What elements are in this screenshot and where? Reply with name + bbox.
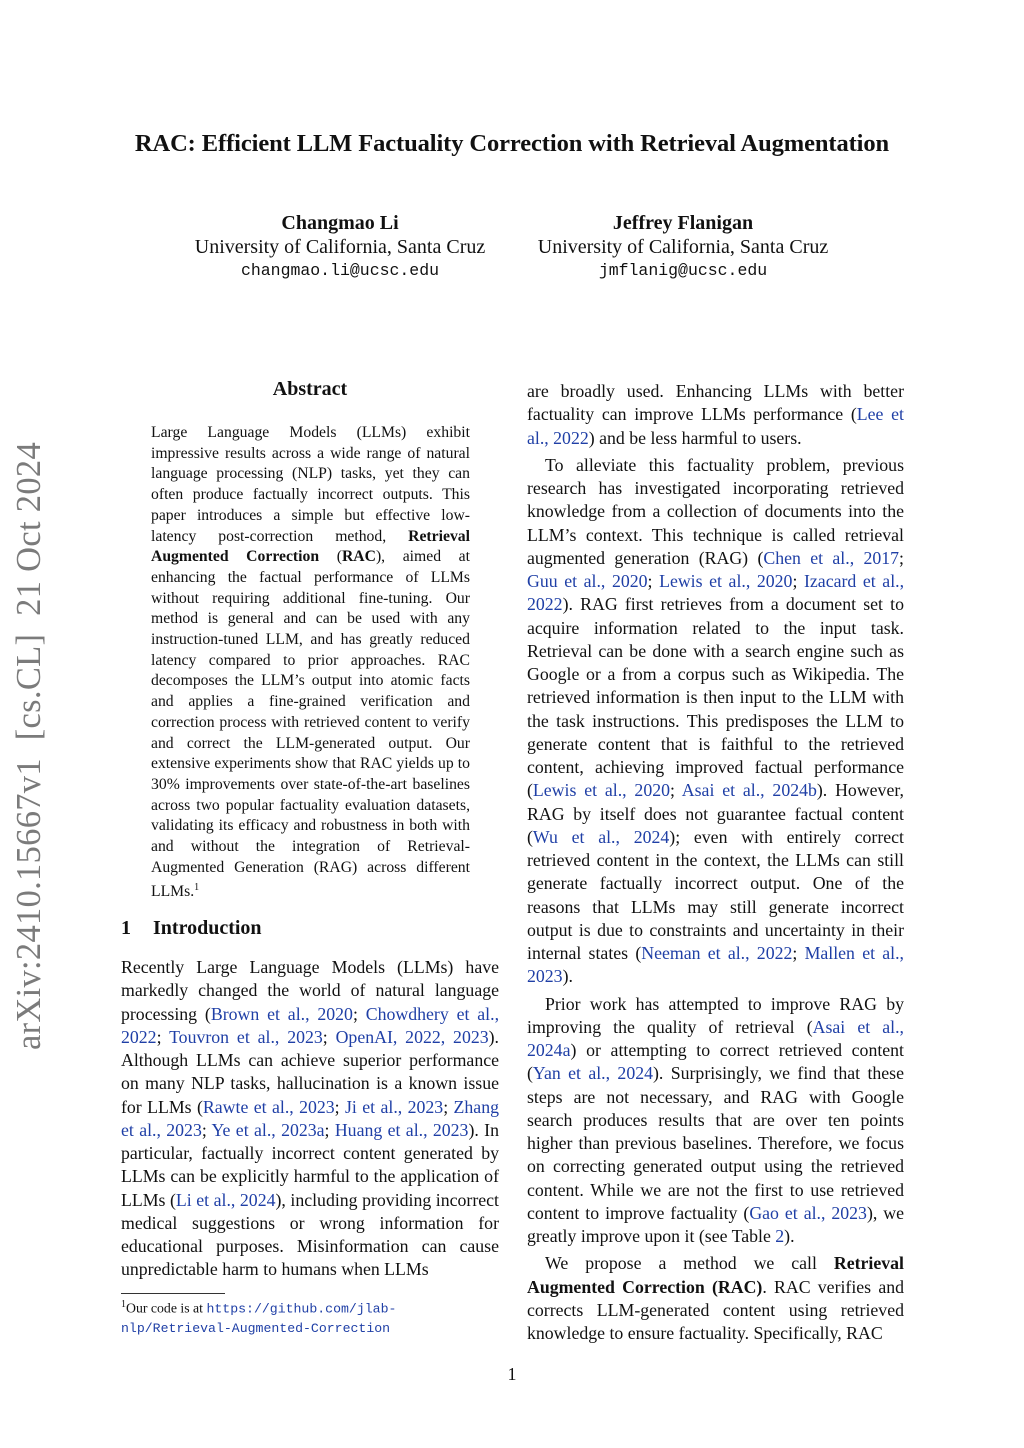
intro-column-left — [121, 956, 499, 1282]
citation-link[interactable]: Gao et al., 2023 — [749, 1202, 867, 1223]
citation-link[interactable]: Wu et al., 2024 — [532, 826, 670, 847]
footnote-divider — [121, 1293, 225, 1294]
citation-link[interactable]: Izacard et al., 2022 — [527, 571, 905, 615]
citation-link[interactable]: OpenAI, 2022, 2023 — [335, 1026, 489, 1047]
col-split-text: ), including providing incorrect medical suggestions or wrong information for educational purposes. Misinformation can cause unpredictable harm to humans when LLMs — [121, 1189, 499, 1280]
citation-link[interactable]: Li et al., 2024 — [175, 1189, 276, 1210]
citation-link[interactable]: Rawte et al., 2023 — [202, 1096, 335, 1117]
paper-title: RAC: Efficient LLM Factuality Correction with Retrieval Augmentation — [134, 130, 890, 157]
footnote-mark[interactable]: 1 — [194, 882, 200, 894]
citation-link[interactable]: Huang et al., 2023 — [334, 1119, 469, 1140]
citation-link[interactable]: Chowdhery et al., 2022 — [121, 1003, 500, 1047]
author-email[interactable]: jmflanig@ucsc.edu — [598, 261, 768, 280]
footnote-mark: 1 — [121, 1299, 126, 1310]
citation-link[interactable]: Touvron et al., 2023 — [169, 1026, 323, 1047]
citation-link[interactable]: Ji et al., 2023 — [345, 1096, 444, 1117]
author-affiliation: University of California, Santa Cruz — [537, 236, 829, 258]
citation-link[interactable]: Mallen et al., 2023 — [527, 943, 905, 987]
citation-link[interactable]: Lee et al., 2022 — [527, 404, 904, 448]
citation-link[interactable]: Yan et al., 2024 — [532, 1063, 653, 1084]
citation-link[interactable]: Neeman et al., 2022 — [641, 943, 793, 963]
intro-paragraph-4: We propose a method we call Retrieval Augmented Correction (RAC). RAC verifies and corrects LLM-generated content using retrieved knowledge to ensure factuality. Specifically, RAC — [527, 1253, 904, 1343]
citation-link[interactable]: Chen et al., 2017 — [763, 547, 900, 568]
col-split-text: are broadly used. Enhancing LLMs with better factuality can improve LLMs performance ( — [527, 381, 904, 425]
author-name: Jeffrey Flanigan — [612, 212, 754, 234]
citation-link[interactable]: Lewis et al., 2020 — [532, 780, 670, 801]
abstract-body: Large Language Models (LLMs) exhibit impressive results across a wide range of natural language processing (NLP) tasks, yet they can often produce factually incorrect outputs. This paper introduces a simple but effective low-latency post-correction method, Retrieval Augmented Correction (RAC), aimed at enhancing the factual performance of LLMs without requiring additional fine-tuning. Our method is general and can be used with any instruction-tuned LLM, and has greatly reduced latency compared to prior approaches. RAC decomposes the LLM’s output into atomic facts and applies a fine-grained verification and correction process with retrieved content to verify and correct the LLM-generated output. Our extensive experiments show that RAC yields up to 30% improvements over state-of-the-art baselines across two popular factuality evaluation datasets, validating its efficacy and robustness in both with and without the integration of Retrieval-Augmented Generation (RAG) across different LLMs.$^1$ — [151, 424, 470, 901]
section-title: Introduction — [153, 917, 262, 939]
citation-link[interactable]: Asai et al., 2024a — [527, 1016, 904, 1060]
citation-link[interactable]: Asai et al., 2024b — [681, 780, 817, 801]
intro-paragraph-2: To alleviate this factuality problem, previous research has investigated incorporating retrieved knowledge from a collection of documents into the LLM’s context. This technique is called retrieval augmented generation (RAG) (Chen et al., 2017; Guu et al., 2020; Lewis et al., 2020; Izacard et al., 2022). RAG first retrieves from a document set to acquire information related to the input task. Retrieval can be done with a search engine such as Google or a from a corpus such as Wikipedia. The retrieved information is then input to the LLM with the task instructions. This predisposes the LLM to generate content that is faithful to the retrieved content, achieving improved factual performance (Lewis et al., 2020; Asai et al., 2024b). However, RAG by itself does not guarantee factual content (Wu et al., 2024); even with entirely correct retrieved content in the context, the LLMs can still generate factually incorrect output. One of the reasons that LLMs may still generate incorrect output is due to constraints and uncertainty in their internal states (Neeman et al., 2022; Mallen et al., 2023). — [527, 454, 905, 987]
author-block-2 — [512, 211, 854, 283]
author-name: Changmao Li — [281, 212, 399, 234]
footnote: $^1$Our code is at https://github.com/jlab-nlp/Retrieval-Augmented-Correction — [121, 1299, 397, 1336]
citation-link[interactable]: Lewis et al., 2020 — [659, 571, 793, 591]
section-heading-introduction — [121, 917, 262, 940]
section-number: 1 — [121, 917, 131, 939]
page-number: 1 — [507, 1364, 517, 1384]
author-affiliation: University of California, Santa Cruz — [194, 236, 486, 258]
intro-paragraph-3: Prior work has attempted to improve RAG by improving the quality of retrieval (Asai et al., 2024a) or attempting to correct retrieved content (Yan et al., 2024). Surprisingly, we find that these steps are not necessary, and RAG with Google search produces results that are over ten points higher than previous baselines. Therefore, we focus on correcting generated output using the retrieved content. While we are not the first to use retrieved content to improve factuality (Gao et al., 2023), we greatly improve upon it (see Table 2). — [527, 993, 905, 1246]
intro-paragraph-1: Recently Large Language Models (LLMs) have markedly changed the world of natural language processing (Brown et al., 2020; Chowdhery et al., 2022; Touvron et al., 2023; OpenAI, 2022, 2023). Although LLMs can achieve superior performance on many NLP tasks, hallucination is a known issue for LLMs (Rawte et al., 2023; Ji et al., 2023; Zhang et al., 2023; Ye et al., 2023a; Huang et al., 2023). In particular, factually incorrect content generated by LLMs can be explicitly harmful to the application of LLMs (Li et al., 2024), including providing incorrect medical suggestions or wrong information for educational purposes. Misinformation can cause unpredictable harm to humans when LLMs — [121, 957, 500, 1280]
intro-paragraph-1-continued: are broadly used. Enhancing LLMs with better factuality can improve LLMs performance (Lee et al., 2022) and be less harmful to users. — [527, 381, 904, 448]
intro-column-right — [527, 380, 904, 1345]
citation-link[interactable]: Zhang et al., 2023 — [121, 1096, 499, 1140]
arxiv-identifier: arXiv:2410.15667v1 [cs.CL] 21 Oct 2024 — [10, 441, 48, 1050]
author-email[interactable]: changmao.li@ucsc.edu — [240, 261, 440, 280]
citation-link[interactable]: Brown et al., 2020 — [210, 1003, 353, 1024]
author-block-1 — [170, 211, 510, 283]
code-repository-link[interactable]: https://github.com/jlab-nlp/Retrieval-Augmented-Correction — [121, 1301, 397, 1336]
abstract-heading: Abstract — [272, 378, 348, 400]
citation-link[interactable]: Ye et al., 2023a — [211, 1119, 325, 1140]
citation-link[interactable]: Guu et al., 2020 — [527, 571, 648, 591]
table-reference-link[interactable]: 2 — [775, 1226, 785, 1246]
